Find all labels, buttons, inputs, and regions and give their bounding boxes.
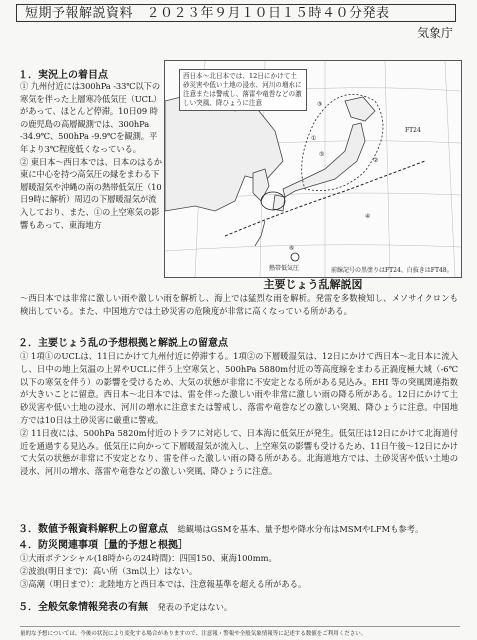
footnote: 量的な予想については、今後の状況により変化する場合がありますので、注意報・警報や全般気象情報等に記述する数値をご利用ください。 — [20, 626, 460, 637]
map-marker-4: ④ — [365, 213, 371, 220]
map-marker-3: ③ — [317, 101, 323, 108]
section1-item2a: ② 東日本〜西日本では、日本のはるか東に中心を持つ高気圧の縁をまわる下層暖湿気や沖縄の南の熱帯低気圧（10日9時に解析）周辺の下層暖湿気が流入しており、また、①の上空寒気の影響もあって、東海地方 — [20, 156, 162, 230]
section1-left-column — [20, 80, 162, 231]
section5-heading — [18, 598, 232, 613]
section4-line3: ③高潮（明日まで）：北陸地方と西日本では、注意報基準を超える所がある。 — [20, 578, 307, 589]
map-marker-1: ① — [311, 135, 317, 142]
section1-item2b: 〜西日本では非常に激しい雨や激しい雨を解析し、海上では猛烈な雨を解析。発雷を多数検知し、メソサイクロンも検出している。また、中国地方では土砂災害の危険度が非常に高くなっている所がある。 — [20, 293, 458, 316]
section1-continued — [20, 292, 458, 318]
map-marker-5: ⑤ — [319, 151, 325, 158]
disturbance-map — [164, 60, 462, 278]
section4-line2: ②波浪(明日まで)：高い所（3m以上）はない。 — [20, 565, 198, 576]
map-marker-2: ② — [373, 157, 379, 164]
map-caption: 主要じょう乱解説図 — [263, 278, 363, 291]
tropical-low-label: 熱帯低気圧 — [269, 265, 300, 272]
section2-item2: ② 11日夜には、500hPa 5820m付近のトラフに対応して、日本海に低気圧が発生。低気圧は12日にかけて北海道付近を通過する見込み。低気圧に向かって下層暖湿気が流入し、上空寒気の影響も受けるため、11日午後〜12日にかけて大気の状態が非常に不安定となり、雷を伴った激しい雨の降る所がある。北海道地方では、土砂災害や低い土地の浸水、河川の増水、落雷や竜巻などの激しい突風、降ひょうに注意。 — [20, 427, 458, 477]
map-warning-note: 西日本〜北日本では、12日にかけて土砂災害や低い土地の浸水、河川の増水に注意または警戒し、落雷や竜巻などの激しい突風、降ひょうに注意 — [179, 69, 307, 111]
section3-heading — [18, 520, 423, 535]
section3-text: 総観場はGSMを基本、量予想や降水分布はMSMやLFMも参考。 — [177, 524, 424, 534]
section3-title: ３．数値予報資料解釈上の留意点 — [18, 524, 168, 535]
section2-heading: ２．主要じょう乱の予想根拠と解説上の留意点 — [18, 338, 228, 349]
section1-item1: ① 九州付近には300hPa -33℃以下の寒気を伴った上層寒冷低気圧（UCL）があって、ほとんど停滞。10日09 時の鹿児島の高層観測では、300hPa -34.9℃、500hPa -9.9℃を観測。平年より3℃程度低くなっている。 — [20, 81, 162, 154]
section5-text: 発表の予定はない。 — [157, 602, 233, 612]
section2-item1: ① 1項①のUCLは、11日にかけて九州付近に停滞する。1項②の下層暖湿気は、12日にかけて西日本〜北日本に流入し、日中の地上気温の上昇やUCLに伴う上空寒気と、500hPa 5880m付近の等高度線をまわる正渦度極大域（-6℃以下の寒気を伴う）の影響を受けるため、大気の状態が非常に不安定となる所がある見込み。EHI 等の突風関連指数が大きいことに留意。西日本〜北日本では、雷を伴った激しい雨や非常に激しい雨の降る所がある。12日にかけて土砂災害や低い土地の浸水、河川の増水に注意または警戒し、落雷や竜巻などの激しい突風、降ひょうに注意。中国地方では10日は土砂災害に厳重に警戒。 — [20, 351, 458, 425]
issuing-agency: 気象庁 — [416, 26, 453, 40]
section4-heading: ４．防災関連事項［量的予想と根拠］ — [18, 540, 188, 551]
map-ft24-label: FT24 — [405, 127, 421, 134]
section4-body — [20, 552, 458, 590]
front-legend: 前線記号の黒塗りはFT24、白抜きはFT48。 — [331, 267, 453, 274]
document-title: 短期予報解説資料 ２０２３年９月１０日１５時４０分発表 — [16, 4, 456, 22]
section2-body — [20, 350, 458, 478]
section5-title: ５．全般気象情報発表の有無 — [18, 602, 148, 613]
map-marker-6: ⑥ — [289, 245, 295, 252]
section1-heading: １．実況上の着目点 — [18, 70, 108, 81]
section4-line1: ①大雨ポテンシャル(18時からの24時間)：四国150、東海100mm。 — [20, 553, 277, 563]
